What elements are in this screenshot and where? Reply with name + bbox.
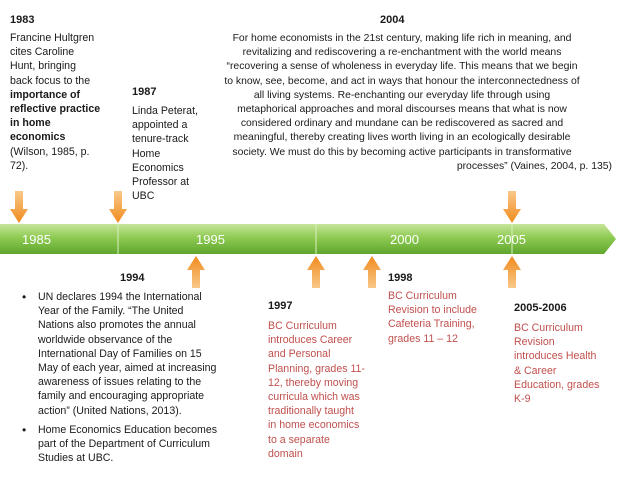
event-2005-2006 bbox=[514, 302, 630, 406]
arrow-up-icon bbox=[307, 256, 325, 288]
text-line: (Wilson, 1985, p. bbox=[10, 145, 90, 158]
quote-line: metaphorical approaches and moral discourses means that what is now bbox=[237, 104, 567, 116]
text-line-bold: in home bbox=[10, 117, 51, 130]
text-line: BC Curriculum bbox=[268, 320, 337, 332]
text-line: back focus to the bbox=[10, 74, 91, 87]
event-description bbox=[268, 319, 380, 461]
arrow-down-icon bbox=[10, 191, 28, 223]
event-2004-year bbox=[380, 14, 404, 27]
list-item bbox=[16, 423, 256, 466]
text-line: BC Curriculum bbox=[388, 290, 457, 302]
event-year: 2005-2006 bbox=[514, 302, 567, 314]
quote-line: revitalizing and rediscovering a re-enchantment with the world means bbox=[242, 47, 562, 59]
text-line: May of each year, aimed at increasing bbox=[38, 362, 217, 375]
tick-label-1995: 1995 bbox=[196, 232, 225, 247]
text-line: 72). bbox=[10, 159, 29, 172]
text-line: in home economics bbox=[268, 419, 360, 432]
text-line: traditionally taught bbox=[268, 405, 354, 418]
arrow-up-icon bbox=[187, 256, 205, 288]
quote-line: For home economists in the 21st century, making life rich in meaning, and bbox=[232, 33, 572, 44]
arrow-up-icon bbox=[363, 256, 381, 288]
text-line: appointed a bbox=[132, 119, 188, 132]
text-line: Year of the Family. “The United bbox=[38, 305, 184, 318]
event-year: 1983 bbox=[10, 14, 35, 26]
arrow-down-icon bbox=[109, 191, 127, 223]
text-line: • UN declares 1994 the International bbox=[38, 291, 202, 303]
event-description bbox=[514, 321, 630, 406]
event-1983 bbox=[10, 14, 120, 173]
text-line: action” (United Nations, 2013). bbox=[38, 404, 182, 417]
list-item bbox=[16, 290, 256, 418]
quote-line: “recovering a sense of wholeness in everyday life. This means that we begin bbox=[226, 61, 578, 73]
text-line: domain bbox=[268, 447, 303, 460]
event-1998 bbox=[388, 272, 500, 346]
text-line: UBC bbox=[132, 190, 155, 203]
text-line: K-9 bbox=[514, 393, 531, 406]
tick-label-2005: 2005 bbox=[497, 232, 526, 247]
text-line-bold: reflective practice bbox=[10, 103, 101, 116]
event-1997 bbox=[268, 300, 380, 461]
text-line: Hunt, bringing bbox=[10, 60, 76, 73]
bullet-list bbox=[16, 290, 256, 465]
text-line: Linda Peterat, bbox=[132, 105, 198, 117]
arrow-down-icon bbox=[503, 191, 521, 223]
quote-line: considered ordinary and mundane can be rediscovered as sacred and bbox=[240, 118, 564, 130]
text-line: introduces Career bbox=[268, 334, 353, 347]
text-line: Revision to include bbox=[388, 304, 477, 317]
text-line: Nations also promotes the annual bbox=[38, 319, 196, 332]
text-line: Revision bbox=[514, 336, 555, 349]
text-line: worldwide observance of the bbox=[38, 333, 173, 346]
event-year: 1997 bbox=[268, 300, 293, 312]
event-year: 2004 bbox=[380, 14, 405, 26]
text-line: to a separate bbox=[268, 433, 330, 446]
text-line: International Day of Families on 15 bbox=[38, 347, 202, 360]
text-line: Professor at bbox=[132, 176, 190, 189]
text-line: part of the Department of Curriculum bbox=[38, 438, 210, 451]
text-line: Studies at UBC. bbox=[38, 452, 114, 465]
text-line: Planning, grades 11- bbox=[268, 362, 365, 375]
quote-line: society. We must do this by becoming active participants in transformative bbox=[232, 146, 572, 158]
event-1994 bbox=[16, 290, 256, 470]
text-line: 12, thereby moving bbox=[268, 376, 359, 389]
text-line: Home bbox=[132, 147, 161, 160]
text-line: awareness of issues relating to the bbox=[38, 376, 202, 389]
text-line: BC Curriculum bbox=[514, 322, 583, 334]
event-year: 1998 bbox=[388, 272, 413, 284]
event-description bbox=[388, 289, 500, 346]
text-line: tenure-track bbox=[132, 133, 189, 146]
text-line: and Personal bbox=[268, 348, 331, 361]
quote-line: to know, see, become, and act in ways that honour the interconnectedness of bbox=[224, 75, 580, 87]
text-line: • Home Economics Education becomes bbox=[38, 423, 218, 436]
quote-line: processes” (Vaines, 2004, p. 135) bbox=[456, 160, 612, 172]
text-line: cites Caroline bbox=[10, 46, 75, 59]
text-line: & Career bbox=[514, 364, 557, 377]
quote-line: meaningful, thereby creating lives worth living in an ecologically desirable bbox=[233, 132, 571, 144]
quote-line: all living systems. Re-enchanting our everyday life through using bbox=[253, 89, 551, 101]
text-line: family and encouraging appropriate bbox=[38, 390, 205, 403]
text-line: curricula which was bbox=[268, 391, 360, 404]
text-line-bold: importance of bbox=[10, 88, 81, 101]
event-2004-quote bbox=[192, 32, 612, 174]
event-1994-year: 1994 bbox=[120, 272, 145, 284]
event-year: 1987 bbox=[132, 86, 157, 98]
text-line: Cafeteria Training, bbox=[388, 318, 475, 331]
tick-label-2000: 2000 bbox=[390, 232, 419, 247]
text-line: Economics bbox=[132, 161, 184, 174]
text-line: grades 11 – 12 bbox=[388, 332, 458, 345]
event-description bbox=[10, 31, 120, 173]
tick-label-1985: 1985 bbox=[22, 232, 51, 247]
text-line-bold: economics bbox=[10, 131, 66, 144]
arrow-up-icon bbox=[503, 256, 521, 288]
text-line: introduces Health bbox=[514, 350, 597, 363]
text-line: Francine Hultgren bbox=[10, 32, 95, 44]
text-line: Education, grades bbox=[514, 378, 600, 391]
